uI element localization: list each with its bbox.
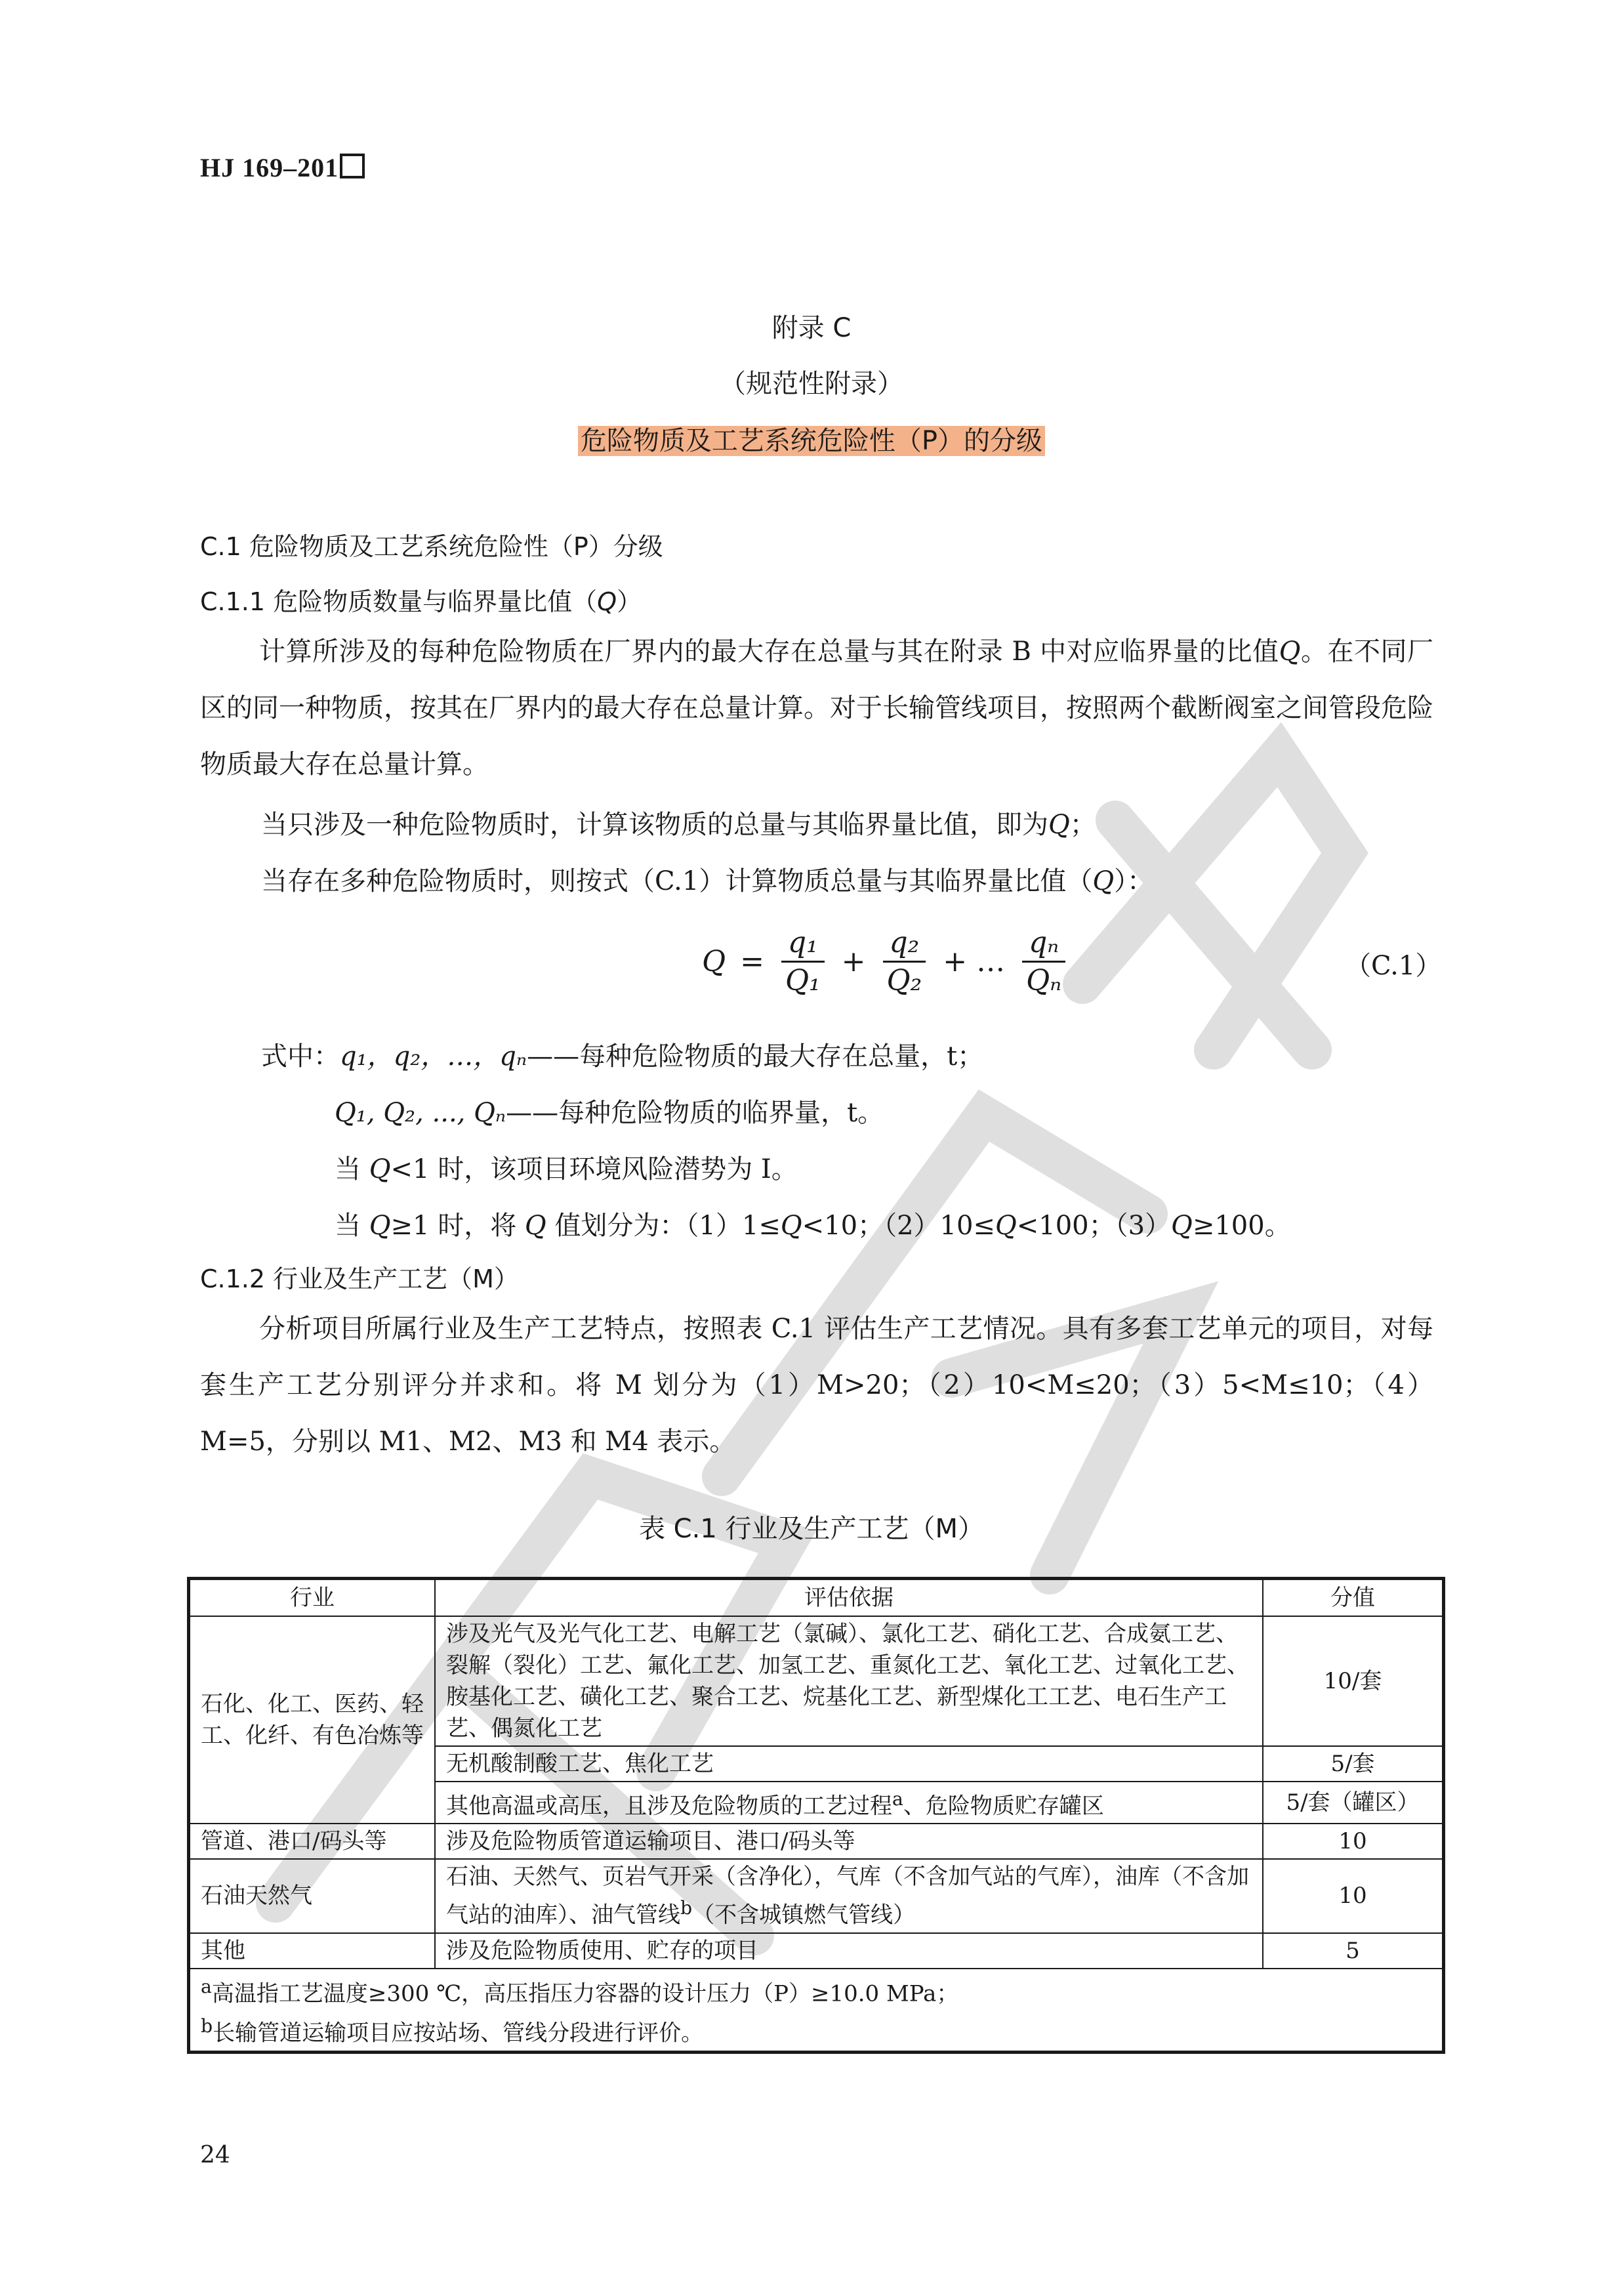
cell-industry: 其他 bbox=[189, 1933, 436, 1969]
section-c1-heading: C.1 危险物质及工艺系统危险性（P）分级 bbox=[200, 532, 663, 561]
c12-paragraph: 分析项目所属行业及生产工艺特点，按照表 C.1 评估生产工艺情况。具有多套工艺单元的项目，对每套生产工艺分别评分并求和。将 M 划分为（1）M>20；（2）10<M≤20；（3）5<M≤10；（4）M=5，分别以 M1、M2、M3 和 M4 表示。 bbox=[200, 1314, 1433, 1457]
table-notes-row bbox=[189, 1969, 1444, 2053]
section-c12-heading: C.1.2 行业及生产工艺（M） bbox=[200, 1264, 519, 1293]
formula-ellipsis: + … bbox=[943, 944, 1006, 978]
section-c11-heading: C.1.1 危险物质数量与临界量比值（Q） bbox=[200, 587, 642, 616]
appendix-title bbox=[0, 420, 1623, 457]
formula-plus: + bbox=[841, 944, 866, 978]
fraction-2: $\frac{\text{q₂}}{\text{Q₂}}$ bbox=[880, 926, 929, 997]
col-header-basis: 评估依据 bbox=[435, 1579, 1263, 1617]
c11-paragraph-3: 当存在多种危险物质时，则按式（C.1）计算物质总量与其临界量比值（Q）： bbox=[261, 866, 1154, 896]
formula-c1 bbox=[702, 912, 1068, 1011]
appendix-type: （规范性附录） bbox=[720, 369, 903, 399]
cell-basis: 涉及危险物质管道运输项目、港口/码头等 bbox=[435, 1824, 1263, 1859]
cell-industry: 石油天然气 bbox=[189, 1859, 436, 1932]
formula-equals: = bbox=[740, 944, 764, 978]
fraction-n: $\frac{\text{qₙ}}{\text{Qₙ}}$ bbox=[1019, 926, 1068, 997]
where-line-1: 式中：q₁，q₂，…，qₙ——每种危险物质的最大存在总量，t； bbox=[261, 1041, 984, 1072]
condition-2: 当 Q≥1 时，将 Q 值划分为：（1）1≤Q<10；（2）10≤Q<100；（3）Q≥100。 bbox=[335, 1211, 1291, 1241]
cell-score: 5/套（罐区） bbox=[1263, 1782, 1444, 1824]
col-header-industry: 行业 bbox=[189, 1579, 436, 1617]
note-a: $^a$高温指工艺温度≥300 ℃，高压指压力容器的设计压力（P）≥10.0 MPa； bbox=[201, 1975, 959, 2007]
table-row bbox=[189, 1933, 1444, 1969]
cell-basis: 石油、天然气、页岩气开采（含净化），气库（不含加气站的气库），油库（不含加气站的油库）、油气管线$^b$（不含城镇燃气管线） bbox=[435, 1859, 1263, 1932]
cell-industry: 石化、化工、医药、轻工、化纤、有色冶炼等 bbox=[189, 1616, 436, 1824]
document-code: HJ 169–201 bbox=[200, 152, 365, 183]
highlighted-title: 危险物质及工艺系统危险性（P）的分级 bbox=[578, 426, 1045, 456]
cell-score: 5/套 bbox=[1263, 1746, 1444, 1782]
table-caption: 表 C.1 行业及生产工艺（M） bbox=[638, 1514, 985, 1544]
c11-paragraph-2: 当只涉及一种危险物质时，计算该物质的总量与其临界量比值，即为Q； bbox=[261, 810, 1096, 840]
table-header-row bbox=[189, 1579, 1444, 1617]
cell-score: 10 bbox=[1263, 1824, 1444, 1859]
table-row bbox=[189, 1824, 1444, 1859]
cell-score: 10/套 bbox=[1263, 1616, 1444, 1746]
cell-industry: 管道、港口/码头等 bbox=[189, 1824, 436, 1859]
col-header-score: 分值 bbox=[1263, 1579, 1444, 1617]
where-line-2: Q₁, Q₂, ..., Qₙ——每种危险物质的临界量，t。 bbox=[335, 1098, 884, 1128]
c11-paragraph-1: 计算所涉及的每种危险物质在厂界内的最大存在总量与其在附录 B 中对应临界量的比值Q。在不同厂区的同一种物质，按其在厂界内的最大存在总量计算。对于长输管线项目，按照两个截断阀室之间管段危险物质最大存在总量计算。 bbox=[200, 637, 1433, 780]
box-glyph bbox=[340, 154, 365, 178]
cell-basis: 无机酸制酸工艺、焦化工艺 bbox=[435, 1746, 1263, 1782]
formula-lhs: Q bbox=[702, 944, 726, 978]
page-number: 24 bbox=[200, 2142, 230, 2169]
table-row bbox=[189, 1859, 1444, 1932]
cell-score: 10 bbox=[1263, 1859, 1444, 1932]
cell-basis: 涉及光气及光气化工艺、电解工艺（氯碱）、氯化工艺、硝化工艺、合成氨工艺、裂解（裂化）工艺、氟化工艺、加氢工艺、重氮化工艺、氧化工艺、过氧化工艺、胺基化工艺、磺化工艺、聚合工艺、烷基化工艺、新型煤化工工艺、电石生产工艺、偶氮化工艺 bbox=[435, 1616, 1263, 1746]
cell-basis: 其他高温或高压，且涉及危险物质的工艺过程$^a$、危险物质贮存罐区 bbox=[435, 1782, 1263, 1824]
appendix-label: 附录 C bbox=[771, 313, 852, 343]
condition-1: 当 Q<1 时，该项目环境风险潜势为 Ⅰ。 bbox=[335, 1154, 798, 1184]
table-notes bbox=[189, 1969, 1444, 2053]
table-row bbox=[189, 1616, 1444, 1746]
fraction-1: $\frac{\text{q₁}}{\text{Q₁}}$ bbox=[779, 926, 827, 997]
industry-process-table bbox=[187, 1577, 1445, 2054]
cell-score: 5 bbox=[1263, 1933, 1444, 1969]
note-b: $^b$长输管道运输项目应按站场、管线分段进行评价。 bbox=[201, 2014, 704, 2047]
equation-number: （C.1） bbox=[1345, 951, 1442, 981]
cell-basis: 涉及危险物质使用、贮存的项目 bbox=[435, 1933, 1263, 1969]
